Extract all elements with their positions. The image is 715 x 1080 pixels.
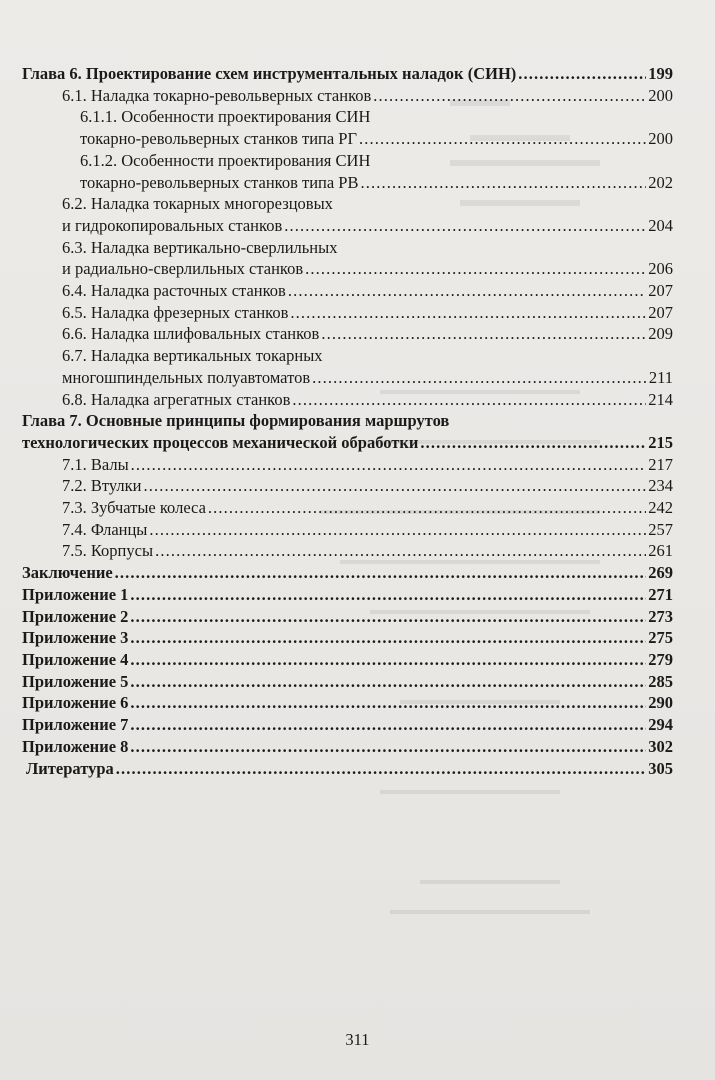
toc-entry-title: 6.6. Наладка шлифовальных станков: [62, 324, 320, 344]
toc-entry-title: 6.1. Наладка токарно-револьверных станков: [62, 85, 372, 105]
dot-leader: [518, 63, 646, 85]
toc-entry-title: Заключение: [22, 563, 113, 583]
dot-leader: [155, 540, 646, 562]
toc-entry-title: 7.2. Втулки: [62, 476, 142, 496]
toc-entry-title: Приложение 6: [22, 693, 129, 713]
toc-entry-title: 6.4. Наладка расточных станков: [62, 281, 286, 301]
dot-leader: [130, 649, 646, 671]
toc-entry-title: 7.5. Корпусы: [62, 541, 154, 561]
toc-entry-title: Глава 6. Проектирование схем инструментальных наладок (СИН): [22, 64, 517, 83]
toc-entry-title: 6.8. Наладка агрегатных станков: [62, 389, 291, 409]
dot-leader: [130, 584, 646, 606]
toc-entry-page-number: 302: [648, 736, 673, 756]
toc-entry-page-number: 285: [648, 671, 673, 691]
dot-leader: [116, 758, 646, 780]
toc-entry-title: Приложение 1: [22, 584, 129, 604]
toc-entry-page-number: 207: [648, 302, 673, 322]
toc-entry-title: Литература: [26, 758, 114, 778]
dot-leader: [149, 519, 646, 541]
toc-entry-title: 7.3. Зубчатые колеса: [62, 498, 206, 518]
toc-entry-title: 6.2. Наладка токарных многорезцовых: [62, 194, 333, 214]
toc-entry: [0, 389, 715, 411]
dot-leader: [284, 215, 646, 237]
toc-entry: [0, 410, 715, 453]
dot-leader: [359, 128, 646, 150]
toc-entry: [0, 345, 715, 388]
toc-entry-page-number: 204: [648, 215, 673, 235]
dot-leader: [130, 736, 646, 758]
toc-entry-page-number: 209: [648, 324, 673, 344]
toc-entry-title: 6.3. Наладка вертикально-сверлильных: [62, 237, 338, 257]
dot-leader: [131, 454, 647, 476]
dot-leader: [130, 714, 646, 736]
toc-entry-page-number: 273: [648, 606, 673, 626]
toc-entry-title: 6.1.2. Особенности проектирования СИН: [80, 150, 371, 170]
dot-leader: [420, 432, 646, 454]
toc-entry: [0, 280, 715, 302]
toc-entry: [0, 736, 715, 758]
dot-leader: [130, 692, 646, 714]
dot-leader: [288, 280, 646, 302]
toc-entry: [0, 758, 715, 780]
toc-entry-title: многошпиндельных полуавтоматов: [62, 367, 311, 387]
toc-entry: [0, 540, 715, 562]
dot-leader: [292, 389, 646, 411]
toc-entry: [0, 671, 715, 693]
toc-entry: [0, 714, 715, 736]
toc-entry-title: 7.1. Валы: [62, 454, 129, 474]
toc-entry: [0, 497, 715, 519]
toc-entry: [0, 63, 715, 85]
toc-entry-page-number: 290: [648, 693, 673, 713]
dot-leader: [373, 85, 646, 107]
toc-entry-page-number: 279: [648, 649, 673, 669]
toc-entry-page-number: 234: [648, 476, 673, 496]
toc-entry-page-number: 294: [648, 715, 673, 735]
toc-entry: [0, 519, 715, 541]
toc-entry-title: токарно-револьверных станков типа РВ: [80, 172, 359, 192]
dot-leader: [361, 172, 647, 194]
toc-entry-page-number: 271: [648, 584, 673, 604]
toc-entry: [0, 323, 715, 345]
dot-leader: [208, 497, 646, 519]
dot-leader: [115, 562, 647, 584]
toc-entry-title: и гидрокопировальных станков: [62, 215, 283, 235]
toc-entry: [0, 302, 715, 324]
toc-entry-page-number: 305: [648, 758, 673, 778]
toc-entry: [0, 454, 715, 476]
toc-entry: [0, 692, 715, 714]
dot-leader: [143, 475, 646, 497]
toc-entry-page-number: 206: [648, 259, 673, 279]
toc-entry-title: и радиально-сверлильных станков: [62, 259, 304, 279]
toc-entry-page-number: 207: [648, 281, 673, 301]
toc-entry: [0, 562, 715, 584]
toc-entry-page-number: 217: [648, 454, 673, 474]
dot-leader: [290, 302, 646, 324]
toc-entry-title: технологических процессов механической обработки: [22, 432, 419, 452]
toc-entry-title: Приложение 8: [22, 736, 129, 756]
dot-leader: [321, 323, 646, 345]
toc-entry-title: токарно-револьверных станков типа РГ: [80, 129, 358, 149]
toc-entry: [0, 237, 715, 280]
toc-entry-page-number: 211: [648, 367, 673, 387]
toc-entry-title: 6.1.1. Особенности проектирования СИН: [80, 107, 371, 127]
toc-entry-title: 6.7. Наладка вертикальных токарных: [62, 346, 323, 366]
dot-leader: [130, 627, 646, 649]
toc-entry-page-number: 269: [648, 563, 673, 583]
toc-entry-title: Приложение 7: [22, 715, 129, 735]
toc-entry-page-number: 261: [648, 541, 673, 561]
toc-entry-title: Приложение 5: [22, 671, 129, 691]
toc-entry: [0, 649, 715, 671]
toc-entry: [0, 606, 715, 628]
toc-entry-page-number: 202: [648, 172, 673, 192]
toc-entry-page-number: 242: [648, 498, 673, 518]
dot-leader: [130, 606, 646, 628]
toc-entry-page-number: 200: [648, 129, 673, 149]
toc-entry-page-number: 199: [648, 64, 673, 83]
toc-entry-page-number: 215: [648, 432, 673, 452]
toc-entry-title: Приложение 3: [22, 628, 129, 648]
dot-leader: [130, 671, 646, 693]
toc-entry: [0, 475, 715, 497]
dot-leader: [305, 258, 646, 280]
toc-entry-page-number: 200: [648, 85, 673, 105]
toc-entry-page-number: 214: [648, 389, 673, 409]
toc-entry: [0, 584, 715, 606]
toc-entry-page-number: 257: [648, 519, 673, 539]
toc-entry-page-number: 275: [648, 628, 673, 648]
toc-entry: [0, 627, 715, 649]
toc-entry-title: Глава 7. Основные принципы формирования маршрутов: [22, 411, 450, 431]
dot-leader: [312, 367, 647, 389]
toc-entry-title: 6.5. Наладка фрезерных станков: [62, 302, 289, 322]
toc-entry-title: Приложение 2: [22, 606, 129, 626]
toc-entry: [0, 85, 715, 107]
toc-entry: [0, 106, 715, 149]
toc-entry: [0, 150, 715, 193]
toc-entry: [0, 193, 715, 236]
toc-entry-title: Приложение 4: [22, 649, 129, 669]
toc-entry-title: 7.4. Фланцы: [62, 519, 148, 539]
table-of-contents: [0, 63, 715, 779]
page-number: 311: [345, 1030, 370, 1049]
